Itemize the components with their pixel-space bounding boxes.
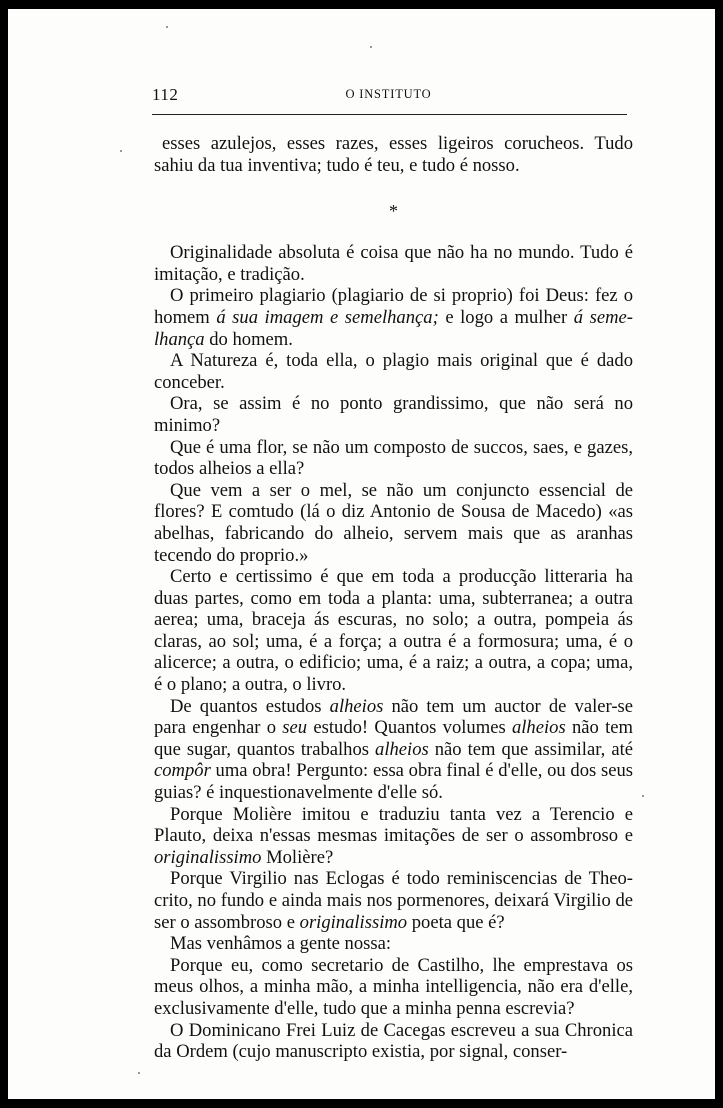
text-run: não tem que assimilar, até: [428, 738, 633, 760]
text-run: Mas venhâmos a gente nossa:: [170, 933, 392, 955]
section-separator: *: [389, 201, 398, 222]
italic-text: alheios: [375, 738, 429, 760]
paper-speck: [642, 795, 644, 797]
text-run: Originalidade absoluta é coisa que não ha no mundo. Tudo é imitação, e tradição.: [154, 242, 633, 285]
text-run: De quantos estudos: [170, 695, 330, 717]
text-run: do homem.: [204, 328, 293, 350]
italic-text: seu: [282, 717, 308, 739]
paper-speck: [120, 150, 122, 152]
paragraph: [154, 285, 633, 350]
italic-text: á sua imagem e semelhança;: [216, 306, 439, 328]
text-run: A Natureza é, toda ella, o plagio mais original que é dado conceber.: [154, 350, 633, 393]
text-run: estudo! Quantos volumes: [307, 717, 512, 739]
paragraph: [154, 804, 633, 869]
italic-text: á semelhança: [154, 306, 633, 350]
running-title: O INSTITUTO: [345, 87, 432, 101]
opening-paragraph: [154, 133, 633, 176]
text-run: Porque Virgilio nas Eclogas é todo reminiscencias de Theocrito, no fundo e ainda mais nos pormenores, deixará Virgilio de ser o assombroso e: [154, 868, 633, 933]
italic-text: originalissimo: [154, 846, 262, 868]
text-run: Molière?: [261, 846, 334, 868]
paper-speck: [370, 46, 372, 48]
paragraph: [154, 480, 633, 566]
page-header: [152, 85, 625, 109]
paragraph: [154, 933, 633, 955]
body-text: [154, 133, 633, 1063]
header-rule: [152, 114, 627, 115]
paper-speck: [166, 26, 168, 28]
paragraph: [154, 350, 633, 393]
paragraph: [154, 868, 633, 933]
paragraph: [154, 1020, 633, 1063]
paragraph: [154, 393, 633, 436]
paragraph: [154, 437, 633, 480]
text-run: O Dominicano Frei Luiz de Cacegas escreveu a sua Chronica da Ordem (cujo manuscripto existia, por signal, conser-: [154, 1019, 633, 1063]
text-run: e logo a mulher: [438, 306, 574, 328]
text-run: não tem que sugar, quantos trabalhos: [154, 717, 633, 760]
text-run: não tem um auctor de valer-se para engenhar o: [154, 695, 633, 739]
text-run: uma obra! Pergunto: essa obra final é d'elle, ou dos seus guias? é inquestionavelmente d'elle só.: [154, 760, 633, 804]
text-run: poeta que é?: [407, 911, 505, 933]
paragraph: [154, 696, 633, 804]
text-run: Porque eu, como secretario de Castilho, lhe emprestava os meus olhos, a minha mão, a minha intelligencia, não era d'elle, exclusivamente d'elle, tudo que a minha penna escrevia?: [154, 954, 633, 1019]
italic-text: originalissimo: [299, 911, 408, 933]
text-run: Que vem a ser o mel, se não um conjuncto essencial de flores? E comtudo (lá o diz Antonio de Sousa de Macedo) «as abelhas, fabricando do alheio, servem mais que as aranhas tecendo do proprio.»: [154, 479, 633, 566]
text-run: Certo e certissimo é que em toda a producção litteraria ha duas partes, como em toda a planta: uma, subterranea; a outra aerea; uma, braceja ás escuras, no solo; a outra, pompeia ás claras, ao sol; uma, é a força; a outra é a formosura; uma, é o alicerce; a outra, o edificio; uma, é a raiz; a outra, a copa; uma, é o plano; a outra, o livro.: [154, 566, 633, 696]
italic-text: alheios: [329, 695, 384, 717]
text-run: O primeiro plagiario (plagiario de si proprio) foi Deus: fez o homem: [154, 285, 633, 328]
text-run: Ora, se assim é no ponto grandissimo, que não será no minimo?: [154, 393, 633, 436]
paragraph: [154, 242, 633, 285]
text-run: Porque Molière imitou e traduziu tanta vez a Terencio e Plauto, deixa n'essas mesmas imitações de ser o assombroso e: [154, 803, 633, 847]
italic-text: alheios: [511, 717, 566, 739]
paper-speck: [138, 1072, 140, 1074]
paragraph: [154, 955, 633, 1020]
text-run: esses azulejos, esses razes, esses ligeiros corucheos. Tudo sahiu da tua inventiva; tudo é teu, e tudo é nosso.: [154, 133, 633, 176]
italic-text: compôr: [154, 760, 211, 782]
paragraph: [154, 566, 633, 696]
text-run: Que é uma flor, se não um composto de succos, saes, e gazes, todos alheios a ella?: [154, 436, 633, 480]
page-number: 112: [152, 85, 179, 104]
